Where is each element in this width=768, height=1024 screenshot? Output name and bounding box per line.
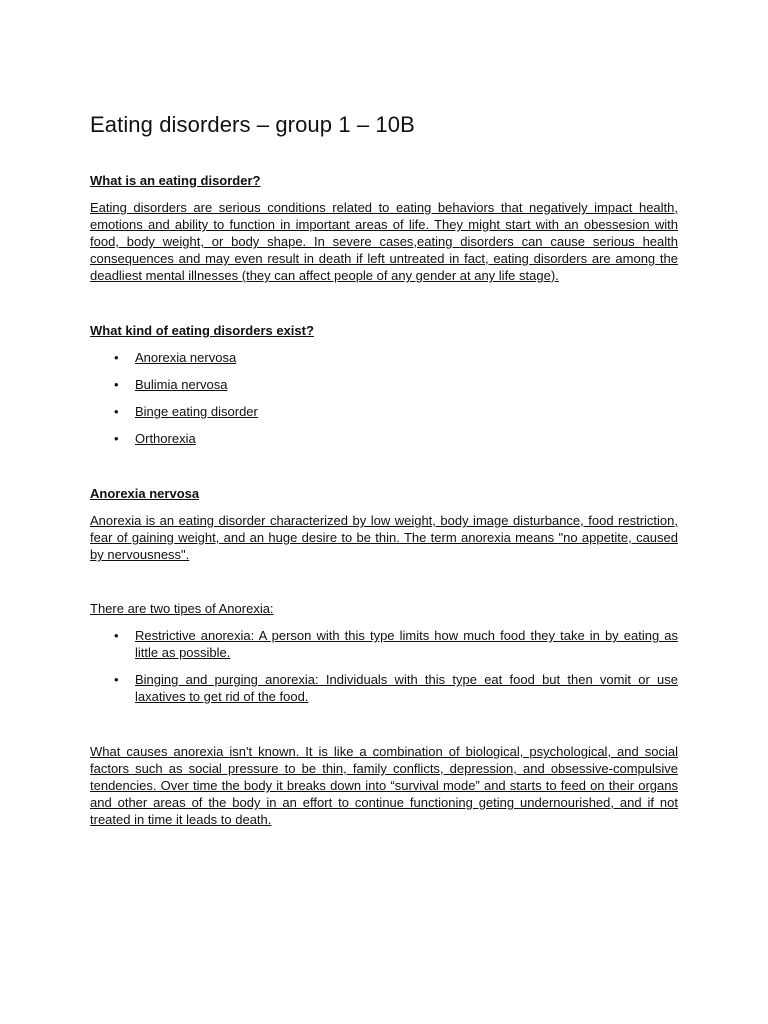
list-item: • Binging and purging anorexia: Individuals with this type eat food but then vomit or use laxatives to get rid of the food. — [114, 672, 678, 704]
bullet-icon: • — [114, 431, 119, 446]
list-item: • Restrictive anorexia: A person with this type limits how much food they take in by eating as little as possible. — [114, 628, 678, 660]
bullet-icon: • — [114, 628, 119, 643]
anorexia-types-intro: There are two tipes of Anorexia: — [90, 601, 274, 616]
list-item: • Bulimia nervosa — [114, 377, 228, 392]
section-paragraph-anorexia: Anorexia is an eating disorder characterized by low weight, body image disturbance, food restriction, fear of gaining weight, and an huge desire to be thin. The term anorexia means "no appetite, caused by nervousness". — [90, 513, 678, 562]
list-item: • Orthorexia — [114, 431, 196, 446]
bullet-icon: • — [114, 377, 119, 392]
list-item: • Anorexia nervosa — [114, 350, 237, 365]
document-body — [90, 108, 678, 828]
document-title: Eating disorders – group 1 – 10B — [90, 112, 415, 137]
section-heading-anorexia: Anorexia nervosa — [90, 486, 200, 501]
disorder-list — [90, 349, 678, 447]
bullet-icon: • — [114, 350, 119, 365]
list-item: • Binge eating disorder — [114, 404, 258, 419]
section-paragraph-what-is: Eating disorders are serious conditions related to eating behaviors that negatively impact health, emotions and ability to function in important areas of life. They might start with an obessesion with food, body weight, or body shape. In severe cases,eating disorders can cause serious health consequences and may even result in death if left untreated in fact, eating disorders are among the deadliest mental illnesses (they can affect people of any gender at any life stage). — [90, 200, 678, 283]
section-heading-kinds: What kind of eating disorders exist? — [90, 323, 314, 338]
anorexia-causes-paragraph: What causes anorexia isn't known. It is like a combination of biological, psychological, and social factors such as social pressure to be thin, family conflicts, depression, and obsessive-compulsive tendencies. Over time the body it breaks down into “survival mode” and starts to feed on their organs and other areas of the body in an effort to continue functioning geting undernourished, and if not treated in time it leads to death. — [90, 744, 678, 827]
bullet-icon: • — [114, 404, 119, 419]
bullet-icon: • — [114, 672, 119, 687]
anorexia-types-list — [90, 627, 678, 705]
section-heading-what-is: What is an eating disorder? — [90, 173, 261, 188]
